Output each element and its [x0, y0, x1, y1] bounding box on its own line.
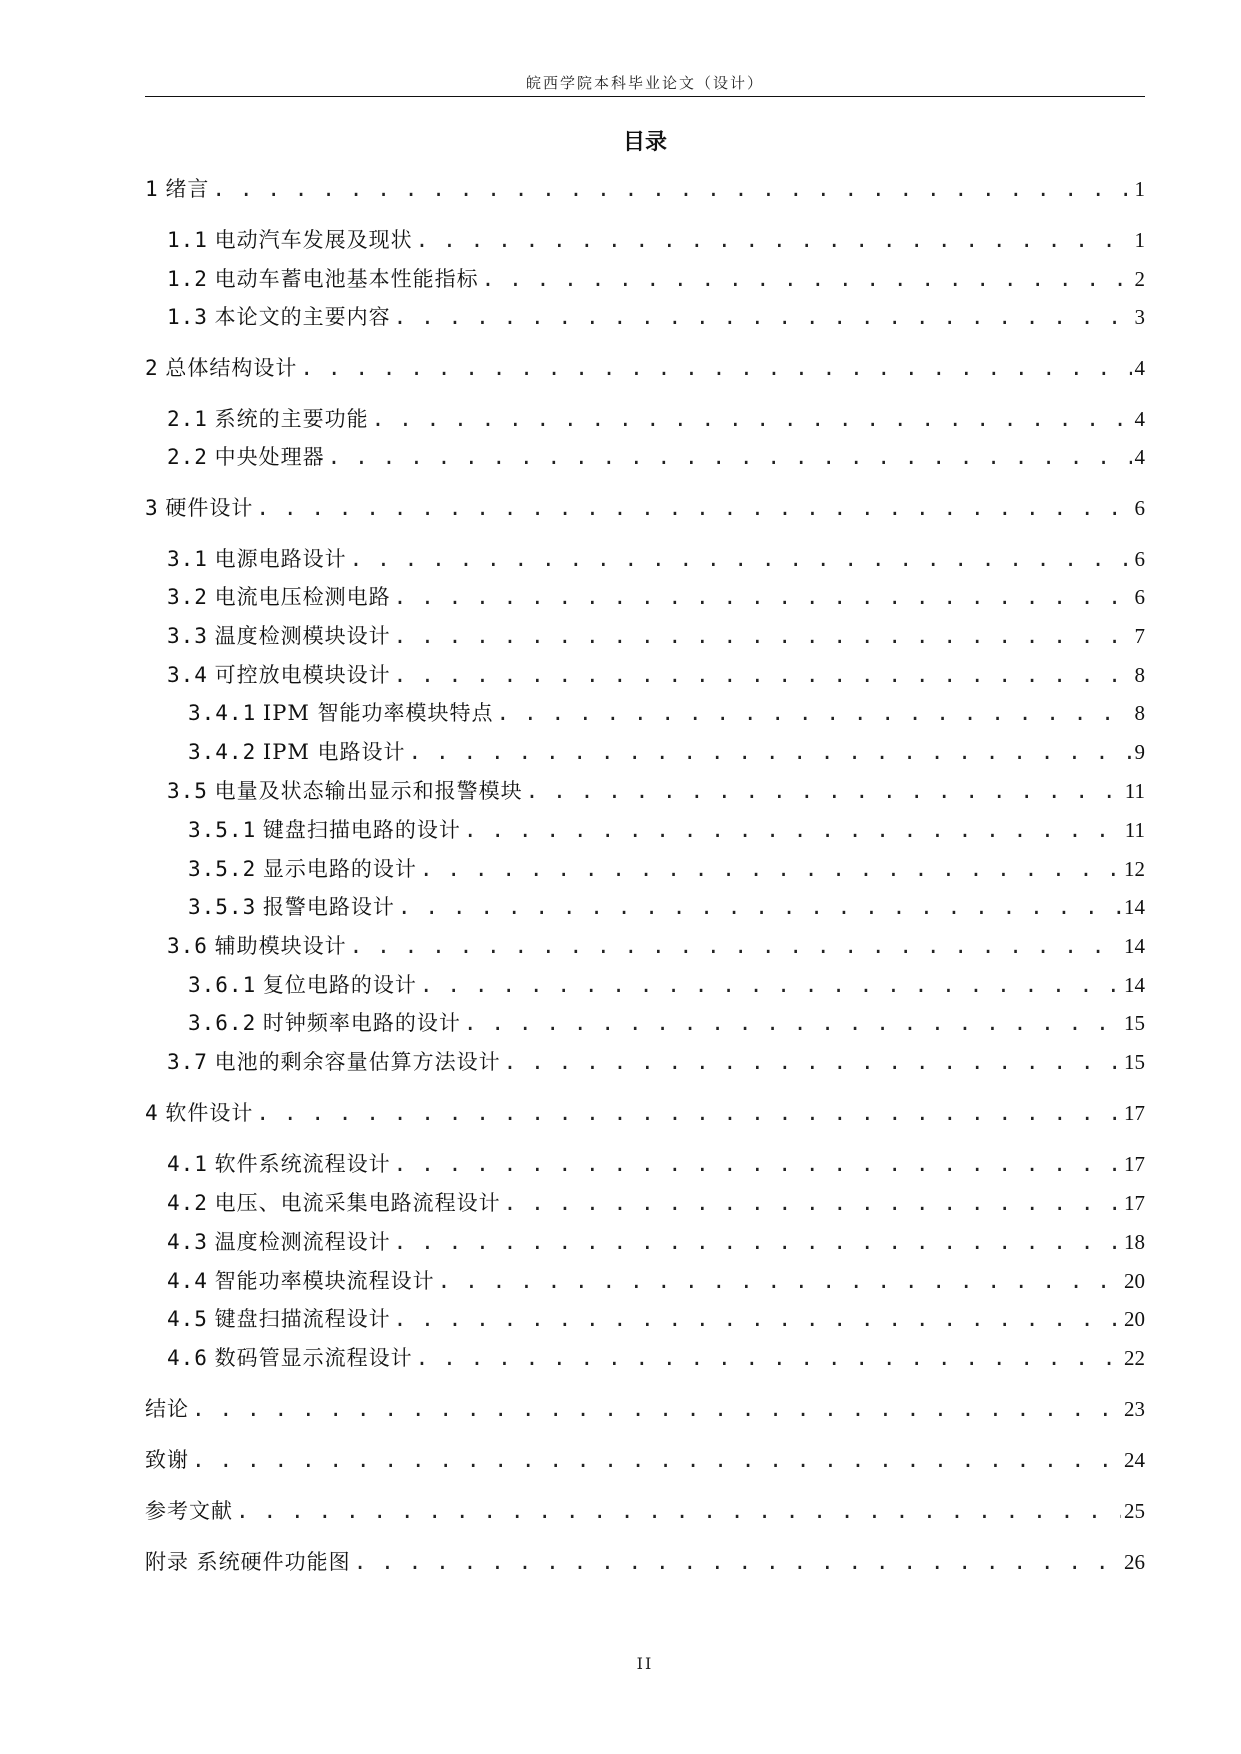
running-header: 皖西学院本科毕业论文（设计） — [525, 74, 764, 92]
dot-leader — [438, 1266, 1121, 1296]
toc-entry-label: 本论文的主要内容 — [214, 305, 391, 329]
dot-leader — [504, 1047, 1121, 1077]
toc-entry-label: 电量及状态输出显示和报警模块 — [214, 779, 523, 803]
toc-entry-page: 14 — [1124, 973, 1145, 997]
toc-entry-3-4-1[interactable] — [188, 698, 1145, 728]
toc-entry-page: 4 — [1134, 407, 1145, 431]
toc-entry-page: 11 — [1124, 779, 1145, 803]
dot-leader — [256, 1098, 1121, 1128]
dot-leader — [394, 1304, 1121, 1334]
dot-leader — [236, 1496, 1121, 1526]
toc-entry-page: 20 — [1124, 1269, 1145, 1293]
toc-entry-page: 22 — [1124, 1346, 1145, 1370]
toc-entry-page: 9 — [1134, 740, 1145, 764]
toc-entry-number: 3.7 — [167, 1050, 208, 1074]
toc-entry-1[interactable] — [145, 174, 1145, 204]
toc-entry-page: 1 — [1134, 228, 1145, 252]
dot-leader — [482, 264, 1132, 294]
toc-entry-acknowledgements[interactable] — [145, 1445, 1145, 1475]
toc-entry-2-1[interactable] — [167, 404, 1145, 434]
toc-entry-page: 15 — [1124, 1011, 1145, 1035]
dot-leader — [420, 970, 1121, 1000]
toc-entry-page: 15 — [1124, 1050, 1145, 1074]
toc-entry-3-5-1[interactable] — [188, 815, 1145, 845]
toc-entry-number: 3.2 — [167, 585, 208, 609]
toc-entry-4-4[interactable] — [167, 1266, 1145, 1296]
toc-entry-page: 11 — [1124, 818, 1145, 842]
toc-entry-3-7[interactable] — [167, 1047, 1145, 1077]
toc-entry-4-1[interactable] — [167, 1149, 1145, 1179]
dot-leader — [394, 582, 1132, 612]
toc-entry-number: 3.5.3 — [188, 895, 257, 919]
toc-entry-number: 2.1 — [167, 407, 208, 431]
toc-entry-page: 2 — [1134, 267, 1145, 291]
toc-entry-page: 24 — [1124, 1448, 1145, 1472]
toc-entry-label: 时钟频率电路的设计 — [262, 1011, 461, 1035]
toc-entry-number: 3.5.2 — [188, 857, 257, 881]
toc-entry-number: 1.3 — [167, 305, 208, 329]
page-number: II — [636, 1654, 654, 1673]
toc-entry-3-3[interactable] — [167, 621, 1145, 651]
toc-entry-number: 3.1 — [167, 547, 208, 571]
toc-entry-number: 4.4 — [167, 1269, 208, 1293]
toc-entry-page: 3 — [1134, 305, 1145, 329]
toc-entry-number: 4 — [145, 1101, 159, 1125]
toc-entry-label: 电动车蓄电池基本性能指标 — [214, 267, 479, 291]
toc-entry-page: 14 — [1124, 934, 1145, 958]
toc-entry-page: 20 — [1124, 1307, 1145, 1331]
toc-entry-label: 软件设计 — [165, 1101, 254, 1125]
dot-leader — [416, 225, 1132, 255]
toc-entry-3-5[interactable] — [167, 776, 1145, 806]
toc-entry-4-3[interactable] — [167, 1227, 1145, 1257]
toc-entry-3-5-2[interactable] — [188, 854, 1145, 884]
dot-leader — [416, 1343, 1121, 1373]
dot-leader — [372, 404, 1132, 434]
toc-entry-label: 总体结构设计 — [165, 356, 298, 380]
toc-entry-3-6-1[interactable] — [188, 970, 1145, 1000]
dot-leader — [394, 1227, 1121, 1257]
toc-entry-page: 1 — [1134, 177, 1145, 201]
toc-entry-3-5-3[interactable] — [188, 892, 1145, 922]
dot-leader — [464, 1008, 1121, 1038]
toc-entry-4[interactable] — [145, 1098, 1145, 1128]
toc-entry-number: 3.3 — [167, 624, 208, 648]
toc-entry-number: 3.5.1 — [188, 818, 257, 842]
dot-leader — [504, 1188, 1121, 1218]
toc-entry-3-1[interactable] — [167, 544, 1145, 574]
toc-entry-label: 辅助模块设计 — [214, 934, 347, 958]
dot-leader — [300, 353, 1131, 383]
toc-entry-number: 3.4 — [167, 663, 208, 687]
toc-entry-number: 2 — [145, 356, 159, 380]
toc-entry-label: 致谢 — [145, 1448, 189, 1472]
toc-entry-number: 3.4.1 — [188, 701, 257, 725]
toc-entry-label: IPM 电路设计 — [262, 740, 406, 764]
toc-entry-label: 电动汽车发展及现状 — [214, 228, 413, 252]
toc-entry-number: 3.6 — [167, 934, 208, 958]
header-rule — [145, 96, 1145, 97]
dot-leader — [192, 1445, 1121, 1475]
toc-entry-page: 18 — [1124, 1230, 1145, 1254]
toc-entry-label: 硬件设计 — [165, 496, 254, 520]
toc-entry-label: 电源电路设计 — [214, 547, 347, 571]
toc-entry-label: 复位电路的设计 — [262, 973, 417, 997]
toc-entry-conclusion[interactable] — [145, 1394, 1145, 1424]
toc-entry-number: 4.3 — [167, 1230, 208, 1254]
dot-leader — [497, 698, 1132, 728]
toc-entry-number: 3 — [145, 496, 159, 520]
dot-leader — [394, 302, 1132, 332]
toc-entry-label: 温度检测模块设计 — [214, 624, 391, 648]
toc-entry-page: 17 — [1124, 1191, 1145, 1215]
dot-leader — [394, 621, 1132, 651]
toc-entry-3-6[interactable] — [167, 931, 1145, 961]
toc-entry-3-6-2[interactable] — [188, 1008, 1145, 1038]
toc-entry-number: 1.1 — [167, 228, 208, 252]
toc-entry-4-6[interactable] — [167, 1343, 1145, 1373]
toc-title: 目录 — [622, 130, 667, 155]
toc-entry-1-2[interactable] — [167, 264, 1145, 294]
toc-entry-page: 25 — [1124, 1499, 1145, 1523]
toc-entry-page: 8 — [1134, 663, 1145, 687]
toc-entry-page: 6 — [1134, 585, 1145, 609]
toc-entry-label: 附录 系统硬件功能图 — [145, 1550, 351, 1574]
dot-leader — [350, 544, 1132, 574]
toc-entry-page: 14 — [1124, 895, 1145, 919]
toc-entry-4-5[interactable] — [167, 1304, 1145, 1334]
toc-entry-3-4[interactable] — [167, 660, 1145, 690]
toc-entry-page: 6 — [1134, 496, 1145, 520]
toc-entry-label: 键盘扫描电路的设计 — [262, 818, 461, 842]
toc-entry-appendix[interactable] — [145, 1547, 1145, 1577]
toc-entry-3-4-2[interactable] — [188, 737, 1145, 767]
toc-entry-label: 电池的剩余容量估算方法设计 — [214, 1050, 501, 1074]
toc-entry-label: 参考文献 — [145, 1499, 233, 1523]
toc-entry-number: 4.5 — [167, 1307, 208, 1331]
toc-entry-label: IPM 智能功率模块特点 — [262, 701, 494, 725]
toc-entry-label: 温度检测流程设计 — [214, 1230, 391, 1254]
toc-entry-label: 数码管显示流程设计 — [214, 1346, 413, 1370]
toc-entry-number: 2.2 — [167, 445, 208, 469]
dot-leader — [394, 1149, 1121, 1179]
toc-entry-number: 1 — [145, 177, 159, 201]
toc-entry-1-1[interactable] — [167, 225, 1145, 255]
toc-entry-page: 12 — [1124, 857, 1145, 881]
dot-leader — [394, 660, 1132, 690]
toc-entry-number: 4.2 — [167, 1191, 208, 1215]
dot-leader — [409, 737, 1132, 767]
toc-entry-label: 显示电路的设计 — [262, 857, 417, 881]
toc-entry-3-2[interactable] — [167, 582, 1145, 612]
toc-entry-label: 绪言 — [165, 177, 210, 201]
toc-entry-number: 4.6 — [167, 1346, 208, 1370]
toc-entry-references[interactable] — [145, 1496, 1145, 1526]
toc-entry-page: 4 — [1134, 445, 1145, 469]
toc-entry-label: 软件系统流程设计 — [214, 1152, 391, 1176]
toc-entry-label: 电流电压检测电路 — [214, 585, 391, 609]
dot-leader — [192, 1394, 1121, 1424]
toc-entry-page: 26 — [1124, 1550, 1145, 1574]
toc-entry-label: 智能功率模块流程设计 — [214, 1269, 435, 1293]
toc-entry-label: 键盘扫描流程设计 — [214, 1307, 391, 1331]
toc-entry-label: 可控放电模块设计 — [214, 663, 391, 687]
toc-entry-label: 电压、电流采集电路流程设计 — [214, 1191, 501, 1215]
toc-entry-number: 4.1 — [167, 1152, 208, 1176]
dot-leader — [328, 442, 1132, 472]
dot-leader — [464, 815, 1122, 845]
toc-entry-label: 结论 — [145, 1397, 189, 1421]
toc-entry-label: 报警电路设计 — [262, 895, 395, 919]
dot-leader — [212, 174, 1131, 204]
toc-entry-number: 3.4.2 — [188, 740, 257, 764]
dot-leader — [350, 931, 1121, 961]
dot-leader — [354, 1547, 1121, 1577]
toc-entry-page: 23 — [1124, 1397, 1145, 1421]
toc-entry-page: 4 — [1134, 356, 1145, 380]
toc-entry-page: 17 — [1124, 1152, 1145, 1176]
toc-entry-2-2[interactable] — [167, 442, 1145, 472]
toc-entry-page: 7 — [1134, 624, 1145, 648]
toc-entry-3[interactable] — [145, 493, 1145, 523]
toc-entry-number: 3.5 — [167, 779, 208, 803]
dot-leader — [398, 892, 1121, 922]
dot-leader — [526, 776, 1122, 806]
toc-entry-number: 3.6.1 — [188, 973, 257, 997]
toc-entry-label: 中央处理器 — [214, 445, 325, 469]
toc-entry-page: 6 — [1134, 547, 1145, 571]
toc-entry-number: 3.6.2 — [188, 1011, 257, 1035]
dot-leader — [420, 854, 1121, 884]
dot-leader — [256, 493, 1131, 523]
toc-entry-page: 8 — [1134, 701, 1145, 725]
toc-entry-number: 1.2 — [167, 267, 208, 291]
toc-entry-1-3[interactable] — [167, 302, 1145, 332]
toc-entry-page: 17 — [1124, 1101, 1145, 1125]
toc-entry-label: 系统的主要功能 — [214, 407, 369, 431]
toc-entry-4-2[interactable] — [167, 1188, 1145, 1218]
toc-entry-2[interactable] — [145, 353, 1145, 383]
